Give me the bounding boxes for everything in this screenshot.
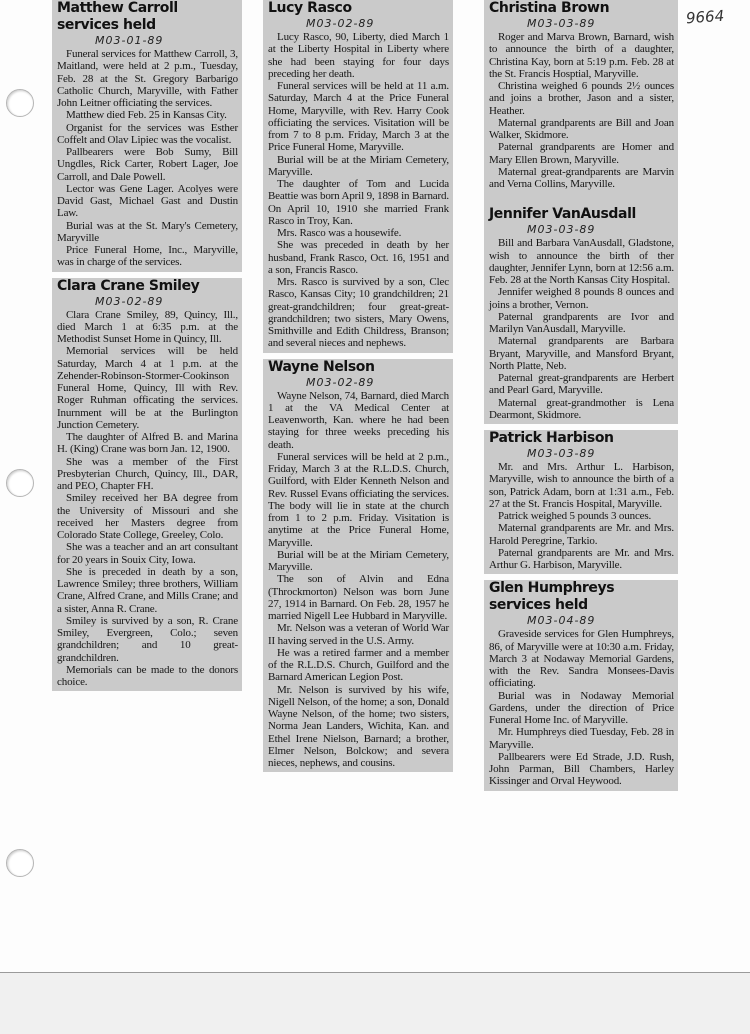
article-paragraph: Smiley is survived by a son, R. Crane Smiley, Evergreen, Colo.; seven grandchildren; and 10 great-grandchildren. — [57, 614, 238, 664]
handwritten-date: M03-02-89 — [95, 294, 164, 308]
article-paragraph: Burial was at the St. Mary's Cemetery, Maryville — [57, 219, 238, 244]
clipping-matthew-carroll — [52, 0, 242, 272]
punch-hole — [6, 469, 34, 497]
article-paragraph: Maternal grandparents are Barbara Bryant, Maryville, and Mansford Bryant, North Platte, Neb. — [489, 335, 674, 372]
article-paragraph: Matthew died Feb. 25 in Kansas City. — [66, 109, 227, 122]
article-paragraph: Burial will be at the Miriam Cemetery, Maryville. — [268, 548, 449, 573]
article-paragraph: Memorials can be made to the donors choice. — [57, 663, 238, 688]
article-paragraph: Patrick weighed 5 pounds 3 ounces. — [498, 510, 652, 522]
article-paragraph: Roger and Marva Brown, Barnard, wish to announce the birth of a daughter, Christina Kay, born at 5:19 p.m. Feb. 28 at the St. Francis Hosptial, Maryville. — [489, 31, 674, 80]
article-paragraph: Clara Crane Smiley, 89, Quincy, Ill., died March 1 at 6:35 p.m. at the Methodist Sunset Home in Quincy, Ill. — [57, 308, 238, 345]
clipping-patrick-harbison — [484, 430, 678, 574]
handwritten-date: M03-02-89 — [306, 17, 375, 30]
article-paragraph: She was preceded in death by her husband, Frank Rasco, Oct. 16, 1951 and a son, Francis Rasco. — [268, 239, 449, 276]
article-gap — [489, 190, 674, 206]
article-paragraph: She was a teacher and an art consultant for 20 years in Souix City, Iowa. — [57, 541, 238, 566]
article-paragraph: Jennifer weighed 8 pounds 8 ounces and joins a brother, Vernon. — [489, 286, 674, 311]
clipping-births-brown-vanausdall — [484, 0, 678, 424]
article-paragraph: Christina weighed 6 pounds 2½ ounces and joins a brother, Jason and a sister, Heather. — [489, 80, 674, 117]
article-paragraph: She is preceded in death by a son, Lawrence Smiley; three brothers, William Crane, Alfred Crane, and Mills Crane; and a sister, Anna R. Crane. — [57, 565, 238, 615]
article-paragraph: Mrs. Rasco was a housewife. — [277, 227, 402, 239]
article-paragraph: Mrs. Rasco is survived by a son, Clec Rasco, Kansas City; 10 grandchildren; 21 great-grandchildren; four great-great-grandchildren; two sisters, Mary Owens, Smithville and Edith Childress, Branson; and several nieces and nephews. — [268, 276, 449, 350]
clipping-glen-humphreys — [484, 580, 678, 790]
clipping-lucy-rasco — [263, 0, 453, 353]
handwritten-date: M03-04-89 — [527, 614, 596, 628]
article-paragraph: He was a retired farmer and a member of the R.L.D.S. Church, Guilford and the Barnard American Legion Post. — [268, 646, 449, 684]
punch-hole — [6, 849, 34, 877]
headline: Patrick Harbison — [489, 430, 614, 446]
article-paragraph: Maternal grandparents are Bill and Joan Walker, Skidmore. — [489, 116, 674, 141]
article-paragraph: Paternal grandparents are Mr. and Mrs. Arthur G. Harbison, Maryville. — [489, 546, 674, 571]
handwritten-date: M03-01-89 — [95, 34, 164, 47]
headline: services held — [57, 17, 156, 33]
article-paragraph: Memorial services will be held Saturday, March 4 at 1 p.m. at the Zehender-Robinson-Stormer-Cookinson Funeral Home, Quincy, Ill with Rev. Roger Ruhman officating the services. Inurnment will be at the Burlington Junction Cemetery. — [57, 345, 238, 431]
article-paragraph: Mr. Nelson was a veteran of World War II having served in the U.S. Army. — [268, 622, 449, 647]
article-paragraph: Pallbearers were Bob Sumy, Bill Ungdles, Rick Carter, Robert Lager, Joe Carroll, and Dale Powell. — [57, 146, 238, 183]
article-paragraph: Lector was Gene Lager. Acolyes were David Gast, Michael Gast and Dustin Law. — [57, 182, 238, 220]
article-paragraph: The daughter of Alfred B. and Marina H. (King) Crane was born Jan. 12, 1900. — [57, 431, 238, 456]
article-paragraph: Burial will be at the Miriam Cemetery, Maryville. — [268, 153, 449, 178]
article-paragraph: Price Funeral Home, Inc., Maryville, was in charge of the services. — [57, 244, 238, 269]
article-paragraph: Paternal grandparents are Ivor and Marilyn VanAusdall, Maryville. — [489, 310, 674, 335]
handwritten-date: M03-03-89 — [527, 447, 596, 460]
headline: Matthew Carroll — [57, 0, 178, 16]
article-paragraph: Mr. Nelson is survived by his wife, Nigell Nelson, of the home; a son, Donald Wayne Nelson, of the home; two sisters, Norma Jean Landers, Wichita, Kan. and Ethel Irene Nielson, Barnard; a brother, Elmer Nelson, Bolckow; and severa nieces, nephews, and cousins. — [268, 683, 449, 769]
article-paragraph: Burial was in Nodaway Memorial Gardens, under the direction of Price Funeral Home Inc. of Maryville. — [489, 689, 674, 726]
article-paragraph: Mr. Humphreys died Tuesday, Feb. 28 in Maryville. — [489, 726, 674, 751]
punch-hole — [6, 89, 34, 117]
headline: Christina Brown — [489, 0, 610, 16]
headline: Lucy Rasco — [268, 0, 352, 16]
article-paragraph: The daughter of Tom and Lucida Beattie was born April 9, 1898 in Barnard. On April 10, 1910 she married Frank Rasco in Troy, Kan. — [268, 178, 449, 227]
article-paragraph: Paternal grandparents are Homer and Mary Ellen Brown, Maryville. — [489, 141, 674, 166]
headline: Wayne Nelson — [268, 358, 375, 375]
article-paragraph: Wayne Nelson, 74, Barnard, died March 1 at the VA Medical Center at Leavenworth, Kan. where he had been staying for three weeks preceding his death. — [268, 389, 449, 451]
headline: services held — [489, 597, 588, 614]
article-paragraph: The son of Alvin and Edna (Throckmorton) Nelson was born June 27, 1914 in Barnard. On Feb. 28, 1957 he married Nigell Lee Hubbard in Maryville. — [268, 573, 449, 622]
article-paragraph: Pallbearers were Ed Strade, J.D. Rush, John Parman, Bill Chambers, Harley Kissinger and Orval Heywood. — [489, 750, 674, 788]
column-left — [52, 0, 242, 691]
article-paragraph: Maternal great-grandparents are Marvin and Verna Collins, Maryville. — [489, 165, 674, 190]
headline: Clara Crane Smiley — [57, 277, 200, 294]
headline: Jennifer VanAusdall — [489, 206, 636, 223]
article-paragraph: Lucy Rasco, 90, Liberty, died March 1 at the Liberty Hospital in Liberty where she had been staying for four days preceding her death. — [268, 31, 449, 80]
article-paragraph: Funeral services for Matthew Carroll, 3, Maitland, were held at 2 p.m., Tuesday, Feb. 28 at the St. Gregory Barbarigo Catholic Church, Maryville, with Father John Leitner officiating the services. — [57, 48, 238, 109]
article-paragraph: Funeral services will be held at 11 a.m. Saturday, March 4 at the Price Funeral Home, Maryville, with Rev. Harry Cook officiating the services. Visitation will be from 7 to 8 p.m. Friday, March 3 at the Price Funeral Home, Maryville. — [268, 80, 449, 154]
handwritten-date: M03-03-89 — [527, 17, 596, 30]
handwritten-page-number: 9664 — [685, 6, 725, 28]
article-paragraph: Bill and Barbara VanAusdall, Gladstone, wish to announce the birth of ther daughter, Jennifer Lynn, born at 12:56 a.m. Feb. 28 at the North Kansas City Hospital. — [489, 237, 674, 286]
handwritten-date: M03-02-89 — [306, 375, 375, 389]
article-paragraph: Maternal great-grandmother is Lena Dearmont, Skidmore. — [489, 396, 674, 421]
headline: Glen Humphreys — [489, 580, 615, 597]
article-paragraph: Maternal grandparents are Mr. and Mrs. Harold Peregrine, Tarkio. — [489, 522, 674, 547]
handwritten-date: M03-03-89 — [527, 223, 596, 237]
clipping-wayne-nelson — [263, 359, 453, 773]
article-paragraph: Graveside services for Glen Humphreys, 86, of Maryville were at 10:30 a.m. Friday, March 3 at Nodaway Memorial Gardens, with the Rev. Sandra Monsees-Davis officiating. — [489, 628, 674, 690]
article-paragraph: Paternal great-grandparents are Herbert and Pearl Gard, Maryville. — [489, 372, 674, 397]
article-paragraph: She was a member of the First Presbyterian Church, Quincy, Ill., DAR, and PEO, Chapter FH. — [57, 455, 238, 492]
article-paragraph: Funeral services will be held at 2 p.m., Friday, March 3 at the R.L.D.S. Church, Guilford, with Elder Kenneth Nelson and Rev. Russel Evans officiating the services. The body will lie in state at the church from 1 to 2 p.m. Friday. Visitation is anytime at the Price Funeral Home, Maryville. — [268, 450, 449, 549]
article-paragraph: Mr. and Mrs. Arthur L. Harbison, Maryville, wish to announce the birth of a son, Patrick Adam, born at 1:31 a.m., Feb. 27 at the St. Francis Hospital, Maryville. — [489, 461, 674, 510]
clipping-clara-crane-smiley — [52, 278, 242, 692]
column-middle — [263, 0, 453, 772]
scanner-bed-edge — [0, 972, 750, 1034]
article-paragraph: Organist for the services was Esther Coffelt and Olav Lipiec was the vocalist. — [57, 121, 238, 146]
article-paragraph: Smiley received her BA degree from the University of Missouri and she received her Masters degree from Colorado State College, Greeley, Colo. — [57, 492, 238, 541]
column-right — [484, 0, 678, 791]
